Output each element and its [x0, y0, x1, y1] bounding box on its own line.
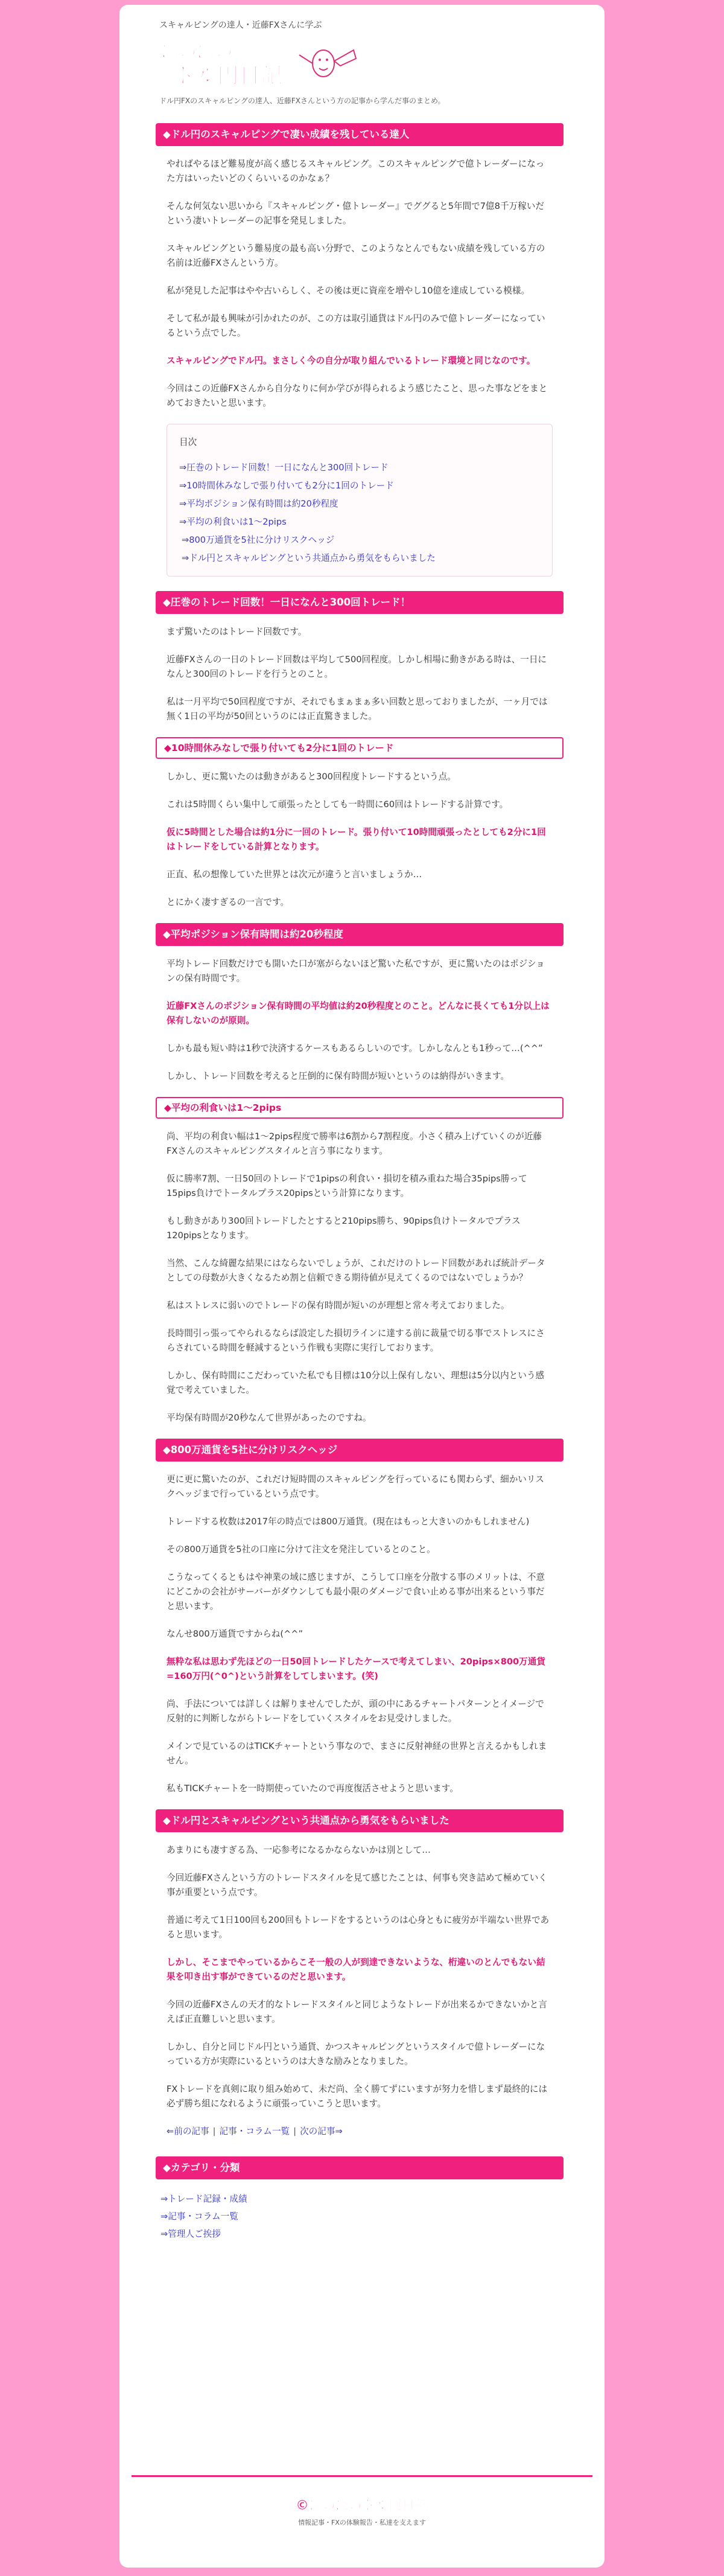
paragraph: しかし、更に驚いたのは動きがあると300回程度トレードするという点。 [167, 772, 456, 782]
emphasis-paragraph: 近藤FXさんのポジション保有時間の平均値は約20秒程度とのこと。どんなに長くても1分以上は保有しないのが原則。 [167, 1001, 550, 1026]
paragraph: 更に更に驚いたのが、これだけ短時間のスキャルピングを行っているにも関わらず、細かいリスクヘッジまで行っているという点です。 [167, 1474, 544, 1499]
article-list-link[interactable]: 記事・コラム一覧 [219, 2126, 290, 2137]
intro-closing: 今回はこの近藤FXさんから自分なりに何か学びが得られるよう感じたこと、思った事などをまとめておきたいと思います。 [167, 383, 548, 408]
subsection-10-hours [156, 770, 564, 910]
svg-text:ほのぼの: ほのぼの [160, 41, 233, 62]
nav-separator: | [212, 2126, 216, 2137]
subsection-take-profit [156, 1130, 564, 1425]
paragraph: その800万通貨を5社の口座に分けて注文を発注しているとのこと。 [167, 1544, 436, 1555]
paragraph: まず驚いたのはトレード回数です。 [167, 627, 307, 637]
table-of-contents [167, 424, 553, 577]
paragraph: 平均保有時間が20秒なんて世界があったのですね。 [167, 1413, 372, 1423]
paragraph: しかし、トレード回数を考えると圧倒的に保有時間が短いというのは納得がいきます。 [167, 1071, 509, 1081]
paragraph: 当然、こんな綺麗な結果にはならないでしょうが、これだけのトレード回数があれば統計データとしての母数が大きくなるため割と信頼できる期待値が見えてくるのではないでしょうか？ [167, 1258, 545, 1283]
section-heading-courage: ◆ドル円とスキャルピングという共通点から勇気をもらいました [156, 1809, 564, 1832]
paragraph: 私はストレスに弱いのでトレードの保有時間が短いのが理想と常々考えておりました。 [167, 1300, 510, 1311]
paragraph: 長時間引っ張ってやられるならば設定した損切ラインに達する前に裁量で切る事でストレスにさらされている時間を軽減するという作戦も実際に実行しております。 [167, 1328, 545, 1353]
nav-separator: | [293, 2126, 297, 2137]
paragraph: 私は一月平均で50回程度ですが、それでもまぁまぁ多い回数と思っておりましたが、一ヶ月では無く1日の平均が50回というのには正直驚きました。 [167, 697, 548, 721]
paragraph: FXトレードを真剣に取り組み始めて、未だ尚、全く勝てずにいますが努力を惜しまず最終的には必ず勝ち組になれるように頑張っていこうと思います。 [167, 2084, 548, 2109]
site-description: ドル円FXのスキャルピングの達人、近藤FXさんという方の記事から学んだ事のまとめ。 [159, 97, 445, 105]
paragraph: とにかく凄すぎるの一言です。 [167, 897, 290, 907]
svg-text:ドル円日記: ドル円日記 [174, 63, 283, 88]
category-list [156, 2190, 564, 2243]
category-link-articles[interactable]: ⇒記事・コラム一覧 [160, 2211, 238, 2222]
section-heading-risk-hedge: ◆800万通貨を5社に分けリスクヘッジ [156, 1439, 564, 1462]
paragraph: 尚、平均の利食い幅は1～2pips程度で勝率は6割から7割程度。小さく積み上げていくのが近藤FXさんのスキャルピングスタイルと言う事になります。 [167, 1131, 542, 1156]
paragraph: 私もTICKチャートを一時期使っていたので再度復活させようと思います。 [167, 1783, 459, 1794]
paragraph: しかし、保有時間にこだわっていた私でも目標は10分以上保有しない、理想は5分以内という感覚で考えていました。 [167, 1370, 545, 1395]
subsection-heading-10-hours: ◆10時間休みなしで張り付いても2分に1回のトレード [156, 737, 564, 759]
intro-paragraph: そして私が最も興味が引かれたのが、この方は取引通貨はドル円のみで億トレーダーになっているという点でした。 [167, 313, 545, 338]
paragraph: メインで見ているのはTICKチャートという事なので、まさに反射神経の世界と言えるかもしれません。 [167, 1741, 547, 1766]
paragraph: 普通に考えて1日100回も200回もトレードをするというのは心身ともに疲労が半端ない世界であると思います。 [167, 1915, 550, 1940]
subsection-heading-take-profit: ◆平均の利食いは1～2pips [156, 1097, 564, 1119]
section-holding-time [156, 957, 564, 1084]
paragraph: 仮に勝率7割、一日50回のトレードで1pipsの利食い・損切を積み重ねた場合35pips勝って15pips負けでトータルプラス20pipsという計算になります。 [167, 1174, 527, 1198]
footer-divider [132, 2475, 592, 2477]
emphasis-paragraph: しかし、そこまでやっているからこそ一般の人が到達できないような、桁違いのとんでもない結果を叩き出す事ができているのだと思います。 [167, 1957, 545, 1982]
prev-article-link[interactable]: ⇐前の記事 [167, 2126, 209, 2137]
toc-link[interactable]: ⇒平均の利食いは1～2pips [179, 517, 287, 527]
paragraph: しかし、自分と同じドル円という通貨、かつスキャルピングというスタイルで億トレーダーになっている方が実際にいるというのは大きな励みとなりました。 [167, 2042, 545, 2066]
article-navigation [167, 2124, 553, 2137]
next-article-link[interactable]: 次の記事⇒ [300, 2126, 343, 2137]
category-link-greeting[interactable]: ⇒管理人ご挨拶 [160, 2229, 221, 2239]
paragraph: なんせ800万通貨ですからね(^^” [167, 1629, 303, 1639]
site-tagline: スキャルピングの達人・近藤FXさんに学ぶ [159, 21, 322, 30]
paragraph: しかも最も短い時は1秒で決済するケースもあるらしいのです。しかしなんとも1秒って…(^^” [167, 1043, 543, 1053]
section-heading-holding-time: ◆平均ポジション保有時間は約20秒程度 [156, 923, 564, 946]
footer-logo[interactable] [293, 2492, 431, 2516]
intro-emphasis: スキャルピングでドル円。まさしく今の自分が取り組んでいるトレード環境と同じなのです。 [167, 356, 536, 366]
main-content [156, 123, 564, 2243]
paragraph: あまりにも凄すぎる為、一応参考になるかならないかは別として… [167, 1845, 431, 1855]
category-heading: ◆カテゴリ・分類 [156, 2156, 564, 2179]
intro-heading: ◆ドル円のスキャルピングで凄い成績を残している達人 [156, 123, 564, 146]
emphasis-paragraph: 無粋な私は思わず先ほどの一日50回トレードしたケースで考えてしまい、20pips×800万通貨=160万円(^0^)という計算をしてしまいます。(笑) [167, 1657, 545, 1681]
toc-link[interactable]: ⇒平均ポジション保有時間は約20秒程度 [179, 499, 338, 509]
footer-note: 情報記事・FXの体験報告・私達を支えます [298, 2519, 426, 2526]
section-courage [156, 1843, 564, 2137]
paragraph: もし動きがあり300回トレードしたとすると210pips勝ち、90pips負けトータルでプラス120pipsとなります。 [167, 1216, 521, 1241]
paragraph: これは5時間くらい集中して頑張ったとしても一時間に60回はトレードする計算です。 [167, 799, 509, 810]
intro-paragraph: スキャルピングという難易度の最も高い分野で、このようなとんでもない成績を残している方の名前は近藤FXさんという方。 [167, 243, 545, 268]
paragraph: 平均トレード回数だけでも開いた口が塞がらないほど驚いた私ですが、更に驚いたのはポジションの保有時間です。 [167, 959, 545, 983]
site-footer [119, 2492, 605, 2527]
intro-paragraph: やればやるほど難易度が高く感じるスキャルピング。このスキャルピングで億トレーダーになった方はいったいどのくらいいるのかなぁ？ [167, 159, 545, 184]
paragraph: 今回の近藤FXさんの天才的なトレードスタイルと同じようなトレードが出来るかできないかと言えば正直難しいと思います。 [167, 1999, 547, 2024]
paragraph: 近藤FXさんの一日のトレード回数は平均して500回程度。しかし相場に動きがある時は、一日になんと300回のトレードを行うとのこと。 [167, 654, 547, 679]
section-risk-hedge [156, 1472, 564, 1796]
toc-link[interactable]: ⇒800万通貨を5社に分けリスクヘッジ [182, 535, 335, 545]
toc-link[interactable]: ⇒10時間休みなしで張り付いても2分に1回のトレード [179, 481, 394, 491]
footer-logo-text: ©ほのぼのドル円日記 [295, 2498, 429, 2513]
paragraph: こうなってくるともはや神業の域に感じますが、こうして口座を分散する事のメリットは、不意にどこかの会社がサーバーがダウンしても最小限のダメージで食い止める事が出来るという事だと思います。 [167, 1572, 545, 1611]
page-card [119, 5, 605, 2568]
paragraph: 今回近藤FXさんという方のトレードスタイルを見て感じたことは、何事も突き詰めて極めていく事が重要という点です。 [167, 1873, 547, 1897]
intro-paragraph: 私が発見した記事はやや古いらしく、その後は更に資産を増やし10億を達成している模様。 [167, 286, 530, 296]
intro-paragraph: そんな何気ない思いから『スキャルピング・億トレーダー』でググると5年間で7億8千万稼いだという凄いトレーダーの記事を発見しました。 [167, 201, 544, 226]
paragraph: トレードする枚数は2017年の時点では800万通貨。(現在はもっと大きいのかもしれません) [167, 1517, 530, 1527]
site-header [119, 5, 605, 109]
toc-title: 目次 [179, 437, 197, 447]
category-link-trade-record[interactable]: ⇒トレード記録・成績 [160, 2194, 247, 2204]
section-trade-count [156, 625, 564, 724]
toc-link[interactable]: ⇒圧巻のトレード回数！一日になんと300回トレード [179, 462, 389, 473]
toc-link[interactable]: ⇒ドル円とスキャルピングという共通点から勇気をもらいました [182, 553, 436, 563]
paragraph: 尚、手法については詳しくは解りませんでしたが、頭の中にあるチャートパターンとイメージで反射的に判断しながらトレードをしていくスタイルをお見受けしました。 [167, 1699, 544, 1724]
site-logo[interactable] [159, 32, 358, 95]
emphasis-paragraph: 仮に5時間とした場合は約1分に一回のトレード。張り付いて10時間頑張ったとしても2分に1回はトレードをしている計算となります。 [167, 827, 546, 852]
section-heading-trade-count: ◆圧巻のトレード回数！一日になんと300回トレード！ [156, 591, 564, 614]
paragraph: 正直、私の想像していた世界とは次元が違うと言いましょうか… [167, 869, 422, 880]
intro-section [156, 157, 564, 577]
